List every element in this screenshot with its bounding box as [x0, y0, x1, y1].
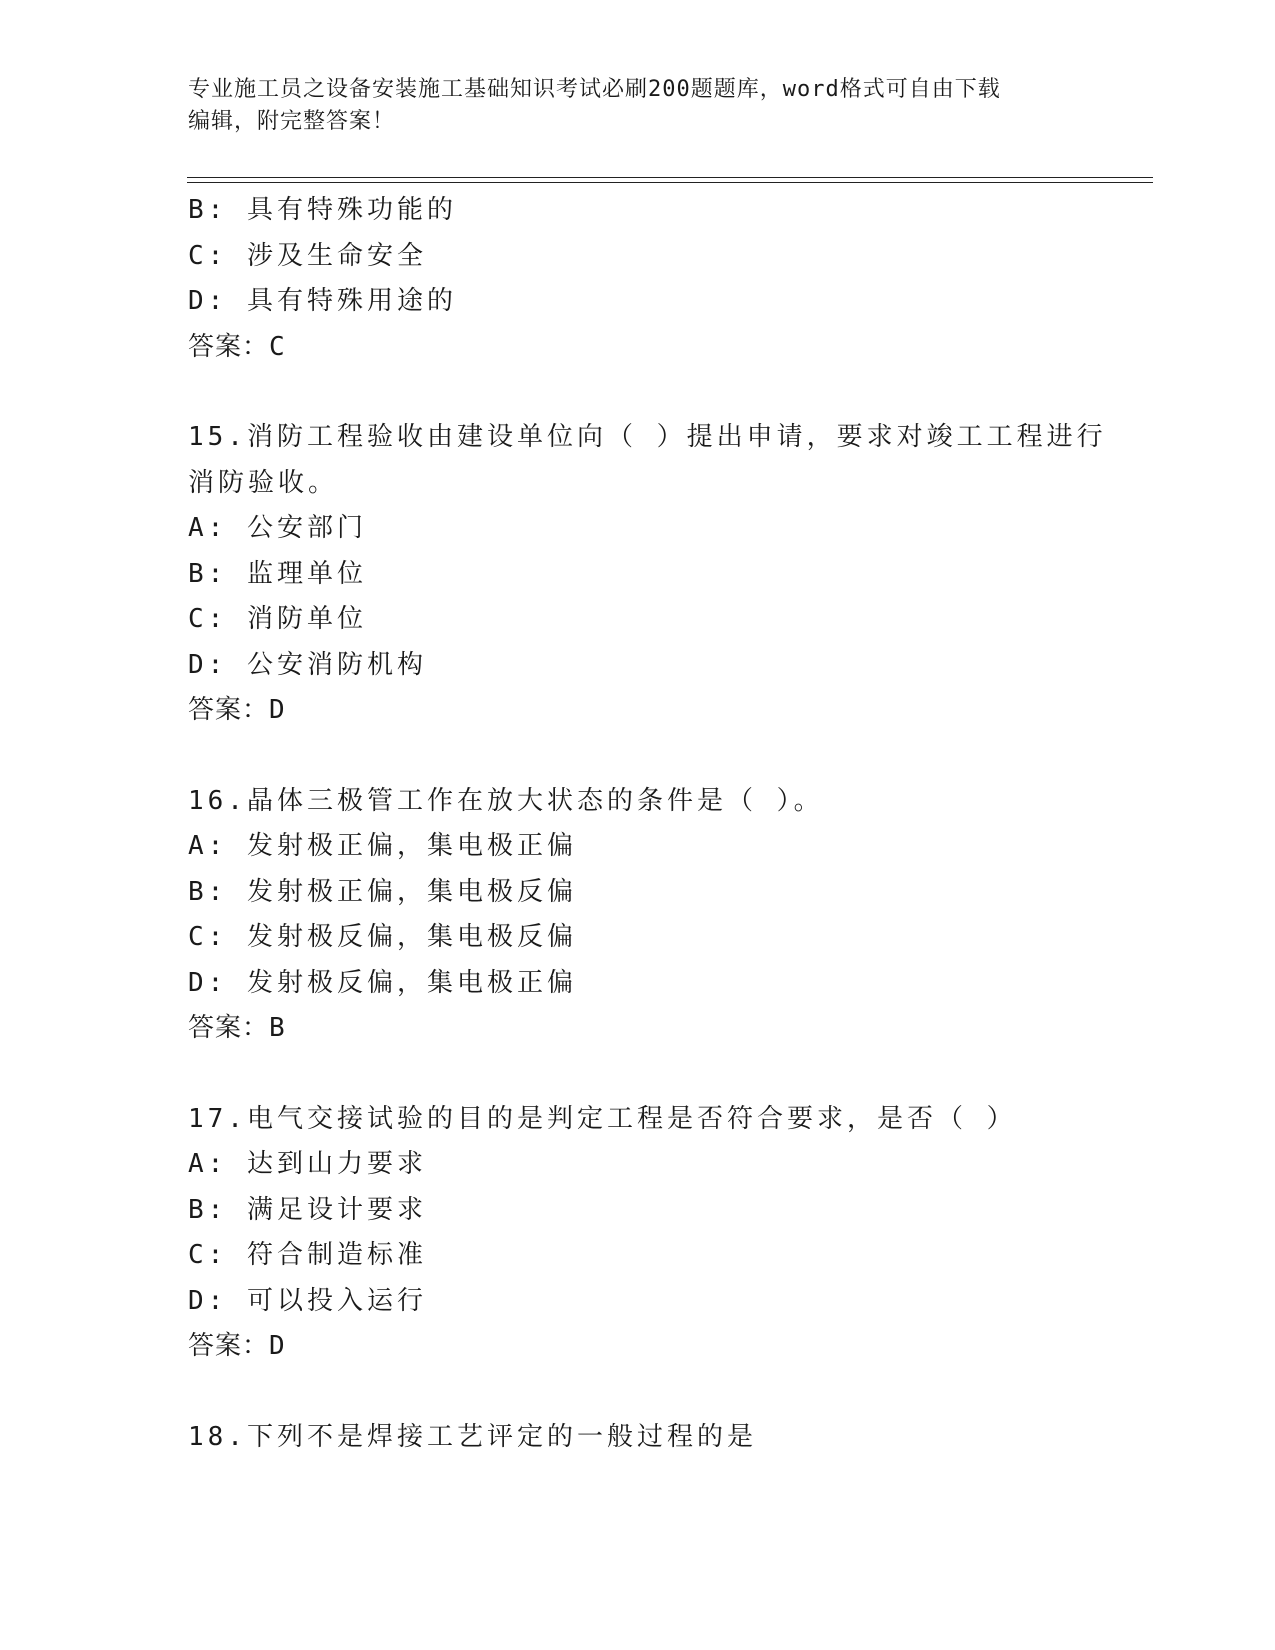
question-text-line-1: 15.消防工程验收由建设单位向（ ）提出申请，要求对竣工工程进行 — [188, 422, 1107, 452]
option-c: C: 涉及生命安全 — [188, 240, 427, 271]
question-text-line-2: 消防验收。 — [188, 467, 339, 498]
option-b: B: 发射极正偏，集电极反偏 — [188, 876, 577, 907]
option-d: D: 可以投入运行 — [188, 1285, 427, 1316]
option-a: A: 达到山力要求 — [188, 1149, 427, 1179]
option-b: B: 满足设计要求 — [188, 1194, 427, 1225]
option-b: B: 监理单位 — [188, 558, 367, 589]
question-17 — [188, 1097, 1088, 1370]
header-divider-top — [187, 177, 1153, 178]
question-16 — [188, 779, 1088, 1052]
spacer — [188, 1052, 1088, 1097]
option-d: D: 发射极反偏，集电极正偏 — [188, 967, 577, 998]
header-line-1: 专业施工员之设备安装施工基础知识考试必刷200题题库，word格式可自由下载 — [188, 77, 1001, 102]
option-b: B: 具有特殊功能的 — [188, 195, 457, 225]
option-a: A: 公安部门 — [188, 513, 367, 543]
question-list — [188, 188, 1107, 1460]
question-text-line-1: 18.下列不是焊接工艺评定的一般过程的是 — [188, 1421, 757, 1452]
answer: 答案：D — [188, 1331, 286, 1361]
spacer — [188, 734, 1088, 779]
option-c: C: 消防单位 — [188, 604, 367, 634]
question-15 — [188, 415, 1107, 734]
question-18 — [188, 1415, 1088, 1461]
question-text-line-1: 17.电气交接试验的目的是判定工程是否符合要求，是否（ ） — [188, 1103, 1017, 1134]
option-d: D: 具有特殊用途的 — [188, 286, 457, 316]
answer: 答案：B — [188, 1013, 286, 1043]
answer: 答案：C — [188, 331, 286, 362]
header-divider-bottom — [187, 182, 1153, 183]
option-a: A: 发射极正偏，集电极正偏 — [188, 831, 577, 861]
question-text-line-1: 16.晶体三极管工作在放大状态的条件是（ ）。 — [188, 785, 824, 816]
header-line-2: 编辑，附完整答案！ — [188, 109, 396, 134]
option-d: D: 公安消防机构 — [188, 649, 427, 680]
spacer — [188, 1370, 1088, 1415]
option-c: C: 发射极反偏，集电极反偏 — [188, 922, 577, 952]
question-14-continued — [188, 188, 1088, 370]
spacer — [188, 370, 1088, 415]
answer: 答案：D — [188, 695, 286, 725]
option-c: C: 符合制造标准 — [188, 1240, 427, 1270]
document-header — [188, 74, 1068, 138]
